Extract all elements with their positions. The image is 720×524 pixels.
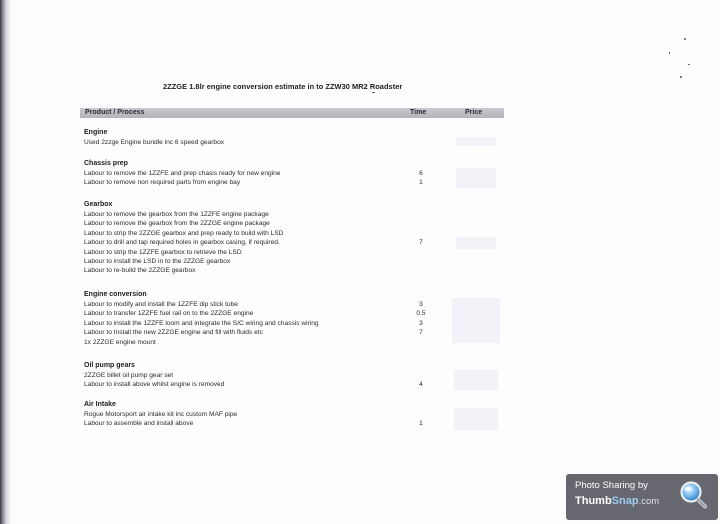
item-text: Used 2zzge Engine bundle inc 6 speed gearbox [84, 139, 225, 146]
column-header-product: Product / Process [85, 109, 145, 116]
price-redaction [452, 298, 500, 343]
item-text: Labour to Install the new 2ZZGE engine and fill with fluids etc [84, 329, 263, 337]
price-redaction [456, 237, 496, 249]
scan-speck [684, 38, 686, 40]
section-engine [84, 128, 504, 147]
price-redaction [454, 408, 498, 430]
item-time: 0.5 [416, 310, 426, 318]
brand-snap-text: Snap [611, 495, 639, 507]
scan-edge-fade [7, 0, 11, 524]
brand-thumb-text: Thumb [575, 495, 612, 507]
section-oil-pump-gears [84, 361, 504, 390]
list-item [84, 300, 504, 309]
item-time: 1 [419, 179, 423, 187]
section-title: Chassis prep [84, 160, 128, 167]
document-title: 2ZZGE 1.8lr engine conversion estimate in to ZZW30 MR2 Roadster [163, 82, 403, 91]
item-time: 7 [419, 329, 423, 337]
price-redaction [454, 370, 498, 390]
section-title: Air Intake [84, 401, 116, 408]
list-item [84, 257, 504, 266]
item-text: Labour to install the 1ZZFE loom and integrate the S/C wiring and chassis wiring [84, 319, 319, 327]
item-text: Labour to remove the gearbox from the 1ZZFE engine package [84, 211, 269, 218]
scan-speck [688, 64, 690, 65]
item-text: Labour to drill and tap required holes in gearbox casing, if required. [84, 239, 280, 247]
section-title: Engine conversion [84, 291, 147, 298]
column-header-time: Time [410, 109, 427, 116]
item-text: Labour to remove the 1ZZFE and prep chasis ready for new engine [84, 170, 281, 177]
scan-speck [680, 76, 682, 78]
list-item [84, 371, 504, 380]
item-text: Labour to modify and install the 1ZZFE dip stick tube [84, 301, 238, 308]
scan-speck [669, 52, 670, 54]
list-item [84, 229, 504, 238]
item-time: 3 [419, 319, 423, 327]
list-item [84, 266, 504, 275]
section-gearbox [84, 200, 504, 276]
item-time: 4 [419, 381, 423, 389]
magnifier-icon [678, 480, 708, 510]
list-item [84, 219, 504, 228]
item-text: Labour to strip the 1ZZFE gearbox to retrieve the LSD [84, 248, 242, 256]
list-item [84, 178, 504, 187]
watermark-brand [575, 495, 659, 507]
section-chassis-prep [84, 159, 504, 188]
item-text: Rogue Motorsport air intake kit inc custom MAF pipe [84, 411, 238, 418]
photo-sharing-watermark[interactable] [566, 474, 718, 520]
item-text: Labour to install above whilst engine is removed [84, 381, 225, 389]
list-item [84, 328, 504, 337]
list-item [84, 380, 504, 389]
price-redaction [456, 168, 496, 188]
scan-speck [372, 92, 375, 93]
item-text: Labour to re-build the 2ZZGE gearbox [84, 267, 196, 275]
scan-edge-shadow [0, 0, 7, 524]
item-text: Labour to install the LSD in to the 2ZZGE gearbox [84, 257, 231, 265]
list-item [84, 138, 504, 147]
list-item [84, 309, 504, 318]
item-text: Labour to transfer 1ZZFE fuel rail on to the 2ZZGE engine [84, 310, 254, 318]
brand-suffix-text: .com [638, 496, 660, 507]
list-item [84, 248, 504, 257]
item-time: 3 [419, 301, 423, 308]
item-time: 7 [419, 239, 423, 247]
column-header-price: Price [465, 109, 483, 116]
item-text: Labour to assemble and install above [84, 420, 194, 428]
list-item [84, 319, 504, 328]
list-item [84, 338, 504, 347]
item-text: 1x 2ZZGE engine mount [84, 338, 156, 346]
section-title: Engine [84, 129, 108, 136]
section-title: Gearbox [84, 201, 113, 208]
item-time: 6 [419, 170, 423, 177]
list-item [84, 238, 504, 247]
watermark-caption: Photo Sharing by [575, 480, 648, 491]
item-text: Labour to remove the gearbox from the 2ZZGE engine package [84, 220, 270, 228]
list-item [84, 410, 504, 419]
item-text: 2ZZGE billet oil pump gear set [84, 372, 174, 379]
item-text: Labour to strip the 2ZZGE gearbox and prep ready to build with LSD [84, 229, 284, 237]
section-engine-conversion [84, 290, 504, 347]
item-time: 1 [419, 420, 423, 428]
list-item [84, 419, 504, 428]
table-header [80, 108, 504, 118]
section-title: Oil pump gears [84, 362, 135, 369]
item-text: Labour to remove non required parts from engine bay [84, 179, 241, 187]
price-redaction [456, 137, 496, 146]
list-item [84, 210, 504, 219]
list-item [84, 169, 504, 178]
section-air-intake [84, 400, 504, 429]
